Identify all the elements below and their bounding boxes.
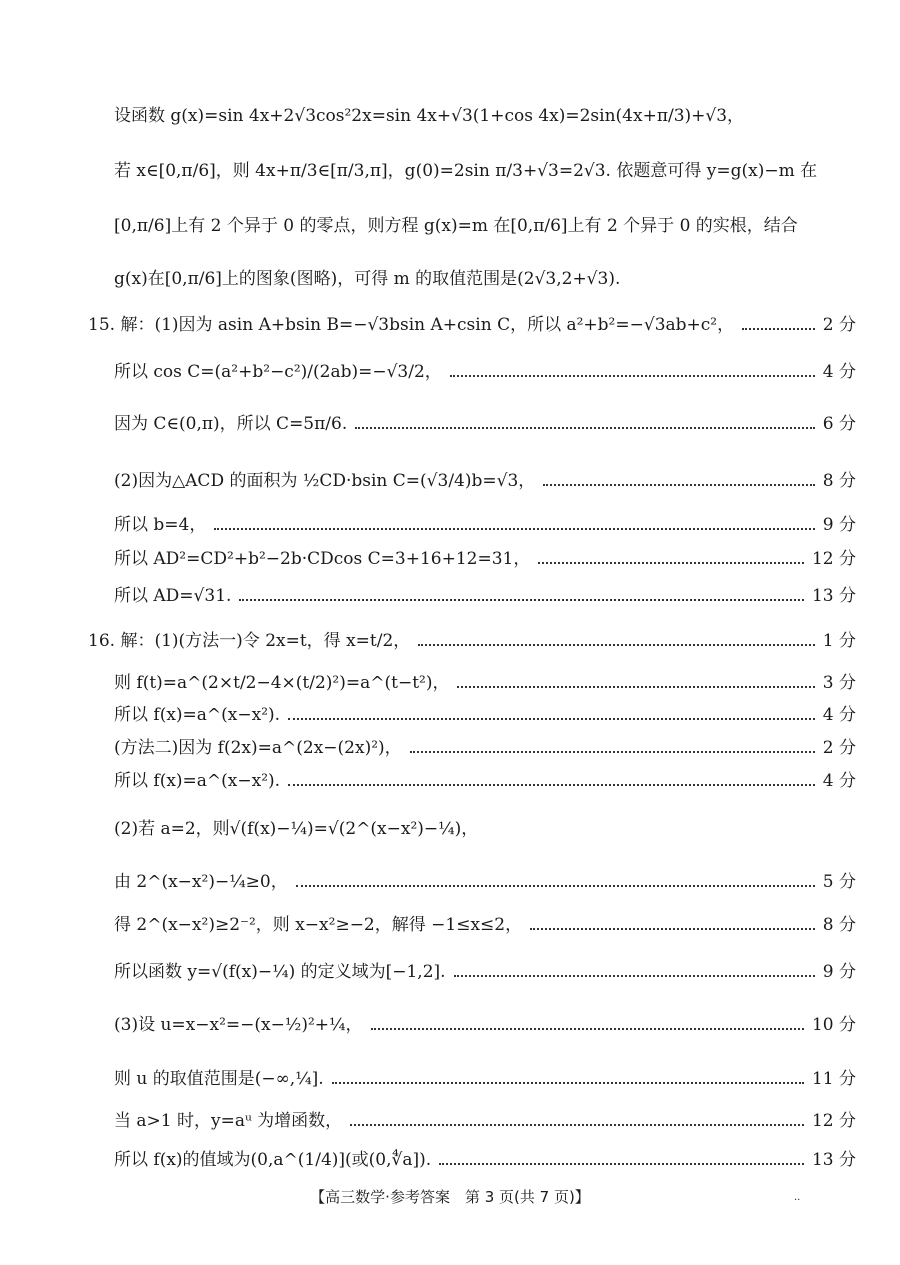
step-score: 2 分 bbox=[822, 738, 856, 758]
step-text: 所以 b=4， bbox=[114, 515, 207, 535]
step-score: 4 分 bbox=[822, 362, 856, 382]
leader-dots bbox=[418, 644, 814, 646]
q16-line-9 bbox=[114, 961, 856, 983]
step-text: 得 2^(x−x²)≥2⁻²，则 x−x²≥−2，解得 −1≤x≤2， bbox=[114, 915, 523, 935]
leader-dots bbox=[239, 599, 804, 601]
step-score: 4 分 bbox=[822, 771, 856, 791]
step-text: 所以 f(x)的值域为(0,a^(1/4)](或(0,∜a]). bbox=[114, 1150, 432, 1170]
step-text: 当 a>1 时，y=aᵘ 为增函数， bbox=[114, 1111, 343, 1131]
q15-line-2 bbox=[114, 361, 856, 383]
q15-line-3 bbox=[114, 413, 856, 435]
solution-line: 若 x∈[0,π/6]，则 4x+π/3∈[π/3,π]，g(0)=2sin π/3+√3=2√3. 依题意可得 y=g(x)−m 在 bbox=[114, 161, 818, 181]
q15-line-7 bbox=[114, 585, 856, 607]
solution-line: [0,π/6]上有 2 个异于 0 的零点，则方程 g(x)=m 在[0,π/6]上有 2 个异于 0 的实根，结合 bbox=[114, 216, 798, 236]
leader-dots bbox=[530, 928, 815, 930]
q16-line-11 bbox=[114, 1068, 856, 1090]
step-score: 5 分 bbox=[822, 872, 856, 892]
q16-line-10 bbox=[114, 1014, 856, 1036]
leader-dots bbox=[457, 686, 814, 688]
step-score: 1 分 bbox=[822, 631, 856, 651]
leader-dots bbox=[410, 751, 815, 753]
leader-dots bbox=[350, 1124, 804, 1126]
q15-line-6 bbox=[114, 548, 856, 570]
step-text: 16. 解：(1)(方法一)令 2x=t，得 x=t/2， bbox=[88, 631, 411, 651]
q16-line-7 bbox=[114, 871, 856, 893]
leader-dots bbox=[439, 1163, 804, 1165]
leader-dots bbox=[450, 375, 815, 377]
step-score: 2 分 bbox=[822, 315, 856, 335]
leader-dots bbox=[214, 528, 814, 530]
step-text: (方法二)因为 f(2x)=a^(2x−(2x)²)， bbox=[114, 738, 402, 758]
solution-line: 设函数 g(x)=sin 4x+2√3cos²2x=sin 4x+√3(1+cos 4x)=2sin(4x+π/3)+√3， bbox=[114, 106, 745, 126]
step-score: 3 分 bbox=[822, 673, 856, 693]
solution-line: g(x)在[0,π/6]上的图象(图略)，可得 m 的取值范围是(2√3,2+√3). bbox=[114, 269, 621, 289]
leader-dots bbox=[543, 484, 814, 486]
step-score: 10 分 bbox=[811, 1015, 856, 1035]
q15-line-4 bbox=[114, 470, 856, 492]
leader-dots bbox=[288, 718, 815, 720]
step-text: 所以 f(x)=a^(x−x²). bbox=[114, 705, 281, 725]
step-text: (3)设 u=x−x²=−(x−½)²+¼， bbox=[114, 1015, 363, 1035]
q16-line-4 bbox=[114, 737, 856, 759]
step-text: 15. 解：(1)因为 asin A+bsin B=−√3bsin A+csin C，所以 a²+b²=−√3ab+c²， bbox=[88, 315, 735, 335]
step-score: 12 分 bbox=[811, 549, 856, 569]
leader-dots bbox=[454, 975, 815, 977]
q15-line-1 bbox=[88, 314, 856, 336]
q16-line-12 bbox=[114, 1110, 856, 1132]
q16-line-2 bbox=[114, 672, 856, 694]
step-text: 由 2^(x−x²)−¼≥0， bbox=[114, 872, 288, 892]
leader-dots bbox=[742, 328, 815, 330]
step-score: 9 分 bbox=[822, 962, 856, 982]
step-text: 所以函数 y=√(f(x)−¼) 的定义域为[−1,2]. bbox=[114, 962, 446, 982]
corner-mark: .. bbox=[794, 1192, 801, 1203]
step-text: 因为 C∈(0,π)，所以 C=5π/6. bbox=[114, 414, 348, 434]
step-text: 所以 f(x)=a^(x−x²). bbox=[114, 771, 281, 791]
step-score: 13 分 bbox=[811, 1150, 856, 1170]
q16-line-5 bbox=[114, 770, 856, 792]
step-text: 所以 AD²=CD²+b²−2b·CDcos C=3+16+12=31， bbox=[114, 549, 531, 569]
leader-dots bbox=[332, 1082, 804, 1084]
leader-dots bbox=[296, 885, 815, 887]
page-footer: 【高三数学·参考答案 第 3 页(共 7 页)】 bbox=[310, 1188, 590, 1206]
step-score: 13 分 bbox=[811, 586, 856, 606]
leader-dots bbox=[371, 1028, 804, 1030]
leader-dots bbox=[288, 784, 815, 786]
step-score: 6 分 bbox=[822, 414, 856, 434]
q16-line-3 bbox=[114, 704, 856, 726]
q15-line-5 bbox=[114, 514, 856, 536]
solution-line: (2)若 a=2，则√(f(x)−¼)=√(2^(x−x²)−¼)， bbox=[114, 819, 479, 839]
step-score: 8 分 bbox=[822, 915, 856, 935]
step-score: 8 分 bbox=[822, 471, 856, 491]
step-score: 11 分 bbox=[811, 1069, 856, 1089]
step-score: 9 分 bbox=[822, 515, 856, 535]
step-text: (2)因为△ACD 的面积为 ½CD·bsin C=(√3/4)b=√3， bbox=[114, 471, 536, 491]
leader-dots bbox=[355, 427, 815, 429]
step-text: 则 u 的取值范围是(−∞,¼]. bbox=[114, 1069, 324, 1089]
q16-line-1 bbox=[88, 630, 856, 652]
step-text: 则 f(t)=a^(2×t/2−4×(t/2)²)=a^(t−t²)， bbox=[114, 673, 450, 693]
step-text: 所以 AD=√31. bbox=[114, 586, 232, 606]
step-score: 12 分 bbox=[811, 1111, 856, 1131]
q16-line-8 bbox=[114, 914, 856, 936]
leader-dots bbox=[538, 562, 804, 564]
step-text: 所以 cos C=(a²+b²−c²)/(2ab)=−√3/2， bbox=[114, 362, 442, 382]
q16-line-13 bbox=[114, 1149, 856, 1171]
step-score: 4 分 bbox=[822, 705, 856, 725]
